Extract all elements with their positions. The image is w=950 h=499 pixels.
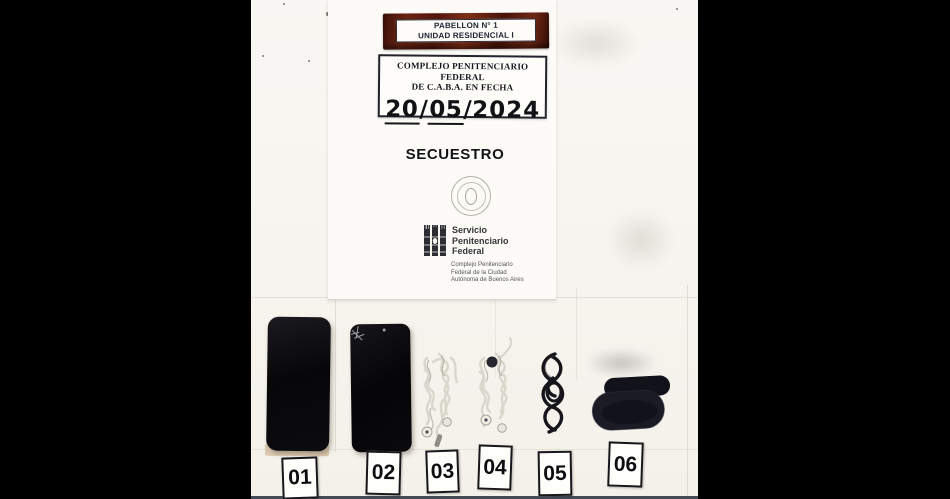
evidence-photo bbox=[251, 0, 698, 499]
wall-shading bbox=[551, 18, 641, 68]
coat-of-arms-seal-icon bbox=[451, 176, 491, 216]
date-stamp-line2: DE C.A.B.A. EN FECHA bbox=[411, 81, 514, 93]
letterbox-right bbox=[698, 0, 950, 499]
item-number-tag-05 bbox=[538, 451, 573, 497]
letterbox-left bbox=[0, 0, 251, 499]
item-number-tag-02 bbox=[365, 451, 401, 496]
pavilion-plaque bbox=[383, 12, 549, 49]
secuestro-title: SECUESTRO bbox=[405, 146, 505, 163]
pavilion-line2: UNIDAD RESIDENCIAL I bbox=[418, 30, 514, 40]
date-stamp-box bbox=[378, 54, 548, 124]
tag-number: 04 bbox=[482, 455, 508, 479]
agency-sub-line3: Autónoma de Buenos Aires bbox=[451, 277, 524, 284]
castle-icon bbox=[424, 225, 446, 257]
wall-speck bbox=[308, 60, 310, 62]
tag-number: 02 bbox=[371, 460, 396, 485]
tag-number: 06 bbox=[613, 452, 638, 476]
tag-number: 05 bbox=[543, 461, 567, 485]
date-day: 20 bbox=[384, 96, 419, 124]
agency-name bbox=[452, 225, 509, 257]
item-earphones-03 bbox=[417, 350, 463, 450]
agency-subtitle bbox=[451, 262, 524, 285]
wall-speck bbox=[262, 55, 264, 57]
tag-number: 01 bbox=[287, 465, 313, 490]
item-number-tag-04 bbox=[477, 444, 513, 490]
item-number-tag-01 bbox=[281, 456, 318, 499]
item-earphones-04 bbox=[470, 336, 520, 446]
tile-grout-line bbox=[687, 285, 688, 496]
agency-name-line2: Penitenciario bbox=[452, 235, 509, 246]
seal-inner-ring bbox=[457, 182, 486, 211]
date-stamp-line1: COMPLEJO PENITENCIARIO FEDERAL bbox=[397, 60, 529, 82]
tag-number: 03 bbox=[430, 459, 455, 483]
item-number-tag-03 bbox=[425, 449, 459, 493]
item-number-tag-06 bbox=[607, 441, 644, 487]
wall-shading bbox=[606, 210, 676, 270]
pavilion-plaque-label bbox=[396, 19, 536, 43]
wall-speck bbox=[283, 3, 285, 5]
date-separator: / bbox=[419, 96, 429, 123]
wall-speck bbox=[676, 8, 678, 10]
tile-grout-line bbox=[576, 288, 577, 380]
handwritten-date bbox=[380, 94, 545, 125]
date-year: 2024 bbox=[472, 96, 541, 124]
item-phone-01 bbox=[266, 317, 331, 452]
seal-center-emblem bbox=[465, 188, 477, 205]
agency-name-line1: Servicio bbox=[452, 225, 488, 235]
item-cable-05 bbox=[535, 350, 573, 440]
date-separator: / bbox=[463, 96, 473, 123]
agency-name-line3: Federal bbox=[452, 246, 485, 256]
agency-sub-line2: Federal de la Ciudad bbox=[451, 269, 507, 276]
pavilion-line1: PABELLON N° 1 bbox=[433, 20, 498, 30]
screen-crack bbox=[350, 324, 410, 355]
tile-grout-line bbox=[335, 298, 336, 452]
date-month: 05 bbox=[428, 96, 463, 124]
item-phone-02 bbox=[350, 324, 412, 453]
agency-sub-line1: Complejo Penitenciario bbox=[451, 262, 513, 268]
item-earbuds-case-06 bbox=[589, 374, 675, 436]
